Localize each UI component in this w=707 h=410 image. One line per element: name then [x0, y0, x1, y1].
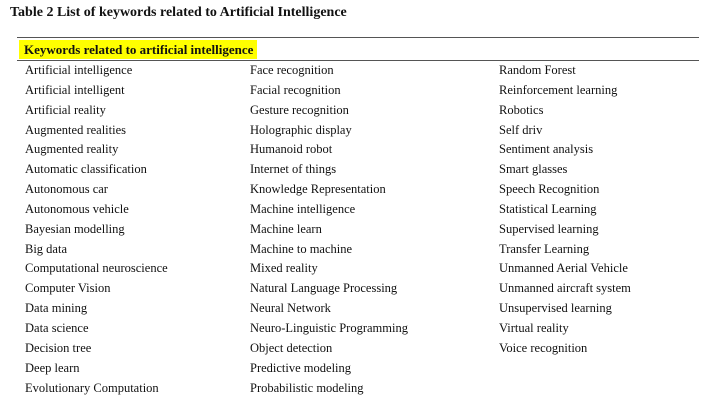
keyword-cell: Smart glasses — [499, 162, 568, 177]
table-header: Keywords related to artificial intelligence — [19, 40, 257, 59]
keyword-cell: Decision tree — [25, 340, 92, 355]
keyword-cell: Sentiment analysis — [499, 142, 594, 157]
keyword-cell: Machine intelligence — [250, 201, 356, 216]
keyword-cell: Computer Vision — [25, 281, 111, 296]
keyword-cell: Artificial intelligent — [25, 82, 125, 97]
keyword-cell: Machine to machine — [250, 241, 353, 256]
keyword-cell: Autonomous car — [25, 182, 108, 197]
keyword-cell: Data mining — [25, 301, 88, 316]
keyword-cell: Artificial reality — [25, 102, 106, 117]
keyword-cell: Machine learn — [250, 221, 322, 236]
keyword-cell: Bayesian modelling — [25, 221, 125, 236]
keyword-cell: Face recognition — [250, 63, 334, 77]
keyword-cell: Evolutionary Computation — [25, 380, 159, 395]
keyword-cell: Random Forest — [499, 63, 576, 77]
keyword-cell: Neural Network — [250, 301, 331, 316]
keyword-cell: Gesture recognition — [250, 102, 349, 117]
table-caption: Table 2 List of keywords related to Artificial Intelligence — [10, 5, 347, 20]
keyword-cell: Neuro-Linguistic Programming — [250, 320, 408, 335]
keyword-cell: Unsupervised learning — [499, 301, 612, 316]
keyword-cell: Self driv — [499, 122, 543, 137]
keyword-cell: Internet of things — [250, 162, 337, 177]
keyword-cell: Computational neuroscience — [25, 261, 168, 276]
keyword-cell: Data science — [25, 320, 89, 335]
keyword-cell: Augmented reality — [25, 142, 119, 157]
keyword-cell: Voice recognition — [499, 340, 588, 355]
keyword-cell: Big data — [25, 241, 68, 256]
keyword-column-2 — [250, 61, 408, 398]
keyword-cell: Reinforcement learning — [499, 82, 618, 97]
keyword-cell: Artificial intelligence — [25, 63, 133, 77]
keyword-cell: Supervised learning — [499, 221, 599, 236]
keyword-cell: Transfer Learning — [499, 241, 590, 256]
keyword-cell: Automatic classification — [25, 162, 147, 177]
keyword-cell: Speech Recognition — [499, 182, 600, 197]
keyword-cell: Unmanned Aerial Vehicle — [499, 261, 628, 276]
table-top-rule — [17, 37, 699, 38]
keyword-cell: Unmanned aircraft system — [499, 281, 631, 296]
keyword-cell: Mixed reality — [250, 261, 318, 276]
keyword-cell: Virtual reality — [499, 320, 569, 335]
keyword-cell: Probabilistic modeling — [250, 380, 364, 395]
keyword-cell: Humanoid robot — [250, 142, 333, 157]
keyword-cell: Statistical Learning — [499, 201, 597, 216]
keyword-cell: Facial recognition — [250, 82, 341, 97]
keyword-cell: Knowledge Representation — [250, 182, 386, 197]
keyword-column-1 — [25, 61, 168, 398]
keyword-cell: Autonomous vehicle — [25, 201, 129, 216]
keyword-column-3 — [499, 61, 631, 359]
keyword-cell: Augmented realities — [25, 122, 127, 137]
keyword-cell: Deep learn — [25, 360, 80, 375]
keyword-cell: Natural Language Processing — [250, 281, 398, 296]
keyword-cell: Predictive modeling — [250, 360, 352, 375]
keyword-cell: Holographic display — [250, 122, 352, 137]
keyword-cell: Robotics — [499, 102, 544, 117]
keyword-cell: Object detection — [250, 340, 333, 355]
